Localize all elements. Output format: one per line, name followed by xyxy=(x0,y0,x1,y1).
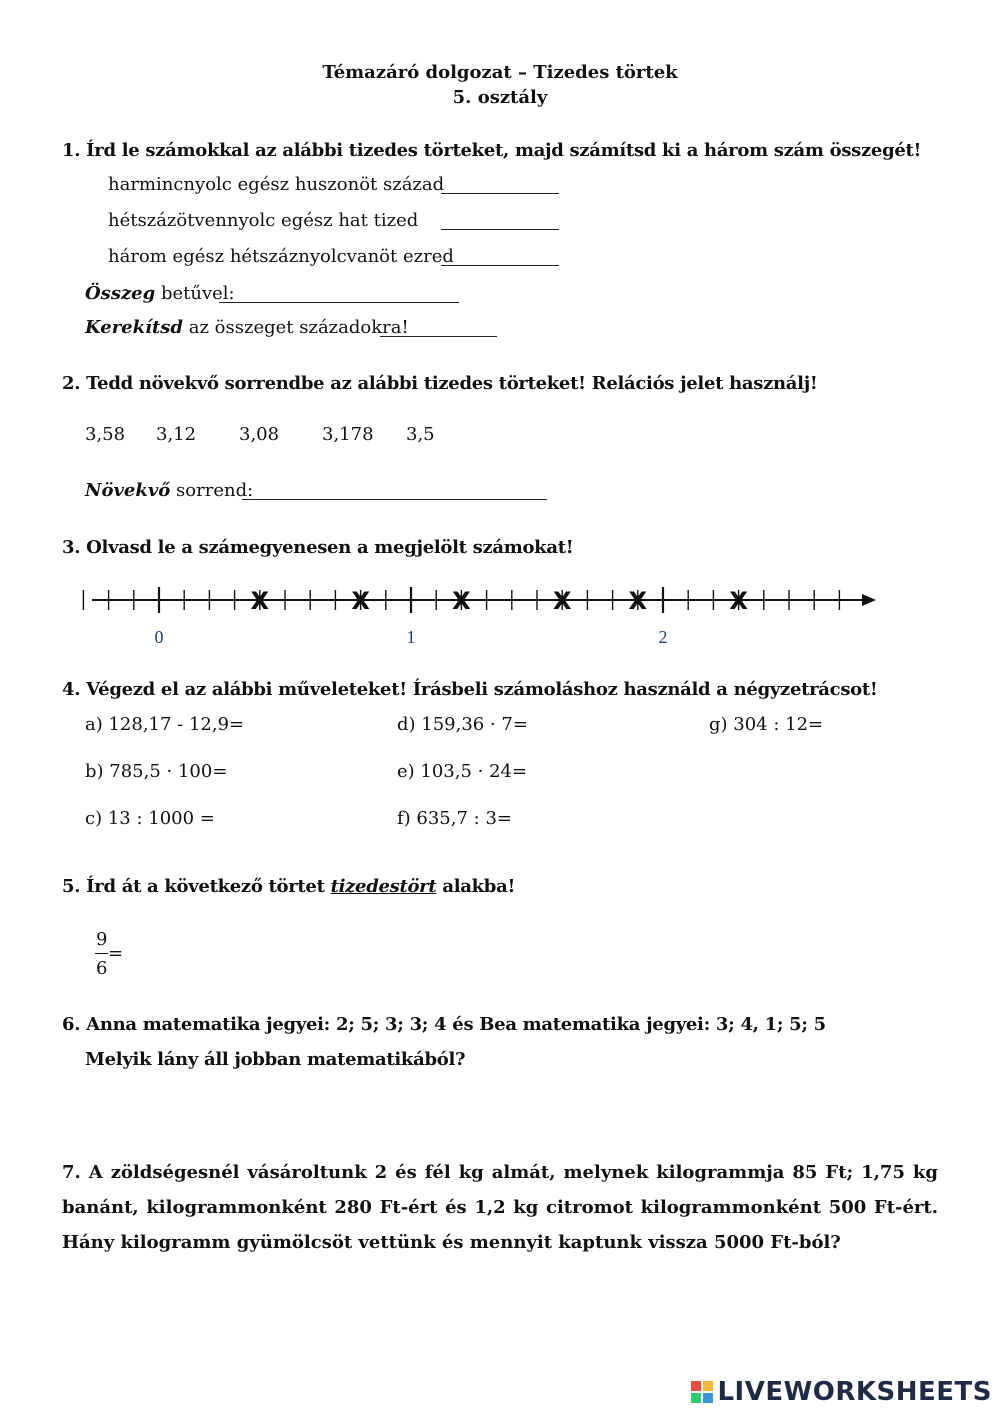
number-line-label-1: 1 xyxy=(406,627,416,647)
q6-line-1: 6. Anna matematika jegyei: 2; 5; 3; 3; 4 és Bea matematika jegyei: 3; 4, 1; 5; 5 xyxy=(62,1014,826,1035)
number-line-label-0: 0 xyxy=(154,627,164,647)
q4-task-f: f) 635,7 : 3= xyxy=(397,808,512,829)
q2-number-2: 3,12 xyxy=(156,424,197,445)
number-line-mark: X xyxy=(628,587,648,615)
q1-answer-1[interactable] xyxy=(441,177,559,194)
logo-text: LIVEWORKSHEETS xyxy=(717,1377,992,1407)
logo-square-3 xyxy=(691,1393,701,1403)
liveworksheets-logo xyxy=(691,1377,992,1407)
q5-prompt xyxy=(62,876,515,897)
q1-answer-2[interactable] xyxy=(441,213,559,230)
q1-round-label xyxy=(85,317,409,338)
number-line-mark: X xyxy=(351,587,370,615)
q6-line-2: Melyik lány áll jobban matematikából? xyxy=(85,1049,466,1070)
q1-round-bold: Kerekítsd xyxy=(85,317,183,338)
number-line-mark: X xyxy=(552,587,572,615)
q4-task-d: d) 159,36 · 7= xyxy=(397,714,528,735)
q2-number-4: 3,178 xyxy=(322,424,374,445)
q1-prompt: 1. Írd le számokkal az alábbi tizedes törteket, majd számítsd ki a három szám összegét! xyxy=(62,140,922,161)
q2-number-3: 3,08 xyxy=(239,424,280,445)
q1-sum-label xyxy=(85,283,235,304)
q1-item-3: három egész hétszáznyolcvanöt ezred xyxy=(108,246,454,267)
logo-icon xyxy=(691,1381,713,1403)
logo-square-2 xyxy=(703,1381,713,1391)
q4-task-c: c) 13 : 1000 = xyxy=(85,808,215,829)
q4-task-b: b) 785,5 · 100= xyxy=(85,761,228,782)
q1-round-answer[interactable] xyxy=(380,320,497,337)
q4-prompt: 4. Végezd el az alábbi műveleteket! Írásbeli számoláshoz használd a négyzetrácsot! xyxy=(62,679,878,700)
logo-square-4 xyxy=(703,1393,713,1403)
q1-round-rest: az összeget századokra! xyxy=(182,317,409,338)
q5-prompt-start: 5. Írd át a következő törtet xyxy=(62,876,331,897)
q5-prompt-em: tizedestört xyxy=(330,876,437,897)
number-line xyxy=(80,578,890,658)
q4-task-g: g) 304 : 12= xyxy=(709,714,824,735)
q1-sum-bold: Összeg xyxy=(85,283,156,304)
q5-prompt-end: alakba! xyxy=(436,876,516,897)
q1-sum-rest: betűvel: xyxy=(155,283,235,304)
q2-prompt: 2. Tedd növekvő sorrendbe az alábbi tizedes törteket! Relációs jelet használj! xyxy=(62,373,818,394)
q2-order-rest: sorrend: xyxy=(170,480,254,501)
q1-item-1: harmincnyolc egész huszonöt század xyxy=(108,174,445,195)
number-line-mark: X xyxy=(452,587,471,615)
number-line-mark: X xyxy=(250,587,270,615)
q2-number-1: 3,58 xyxy=(85,424,126,445)
q4-task-e: e) 103,5 · 24= xyxy=(397,761,528,782)
q5-numerator: 9 xyxy=(96,929,108,950)
q2-order-answer[interactable] xyxy=(242,483,547,500)
q3-prompt: 3. Olvasd le a számegyenesen a megjelölt számokat! xyxy=(62,537,574,558)
q1-answer-3[interactable] xyxy=(441,249,559,266)
q2-order-label xyxy=(85,480,253,501)
q5-fraction-bar xyxy=(95,953,108,954)
q5-denominator: 6 xyxy=(96,958,108,979)
q2-number-5: 3,5 xyxy=(406,424,435,445)
q2-order-bold: Növekvő xyxy=(85,480,171,501)
q5-equals: = xyxy=(108,943,124,964)
q1-sum-answer[interactable] xyxy=(219,286,459,303)
number-line-arrow xyxy=(862,594,876,606)
q4-task-a: a) 128,17 - 12,9= xyxy=(85,714,245,735)
number-line-mark: X xyxy=(729,587,748,615)
page-title: Témazáró dolgozat – Tizedes törtek xyxy=(322,62,678,83)
q7-text: 7. A zöldségesnél vásároltunk 2 és fél kg almát, melynek kilogrammja 85 Ft; 1,75 kg banánt, kilogrammonként 280 Ft-ért és 1,2 kg citromot kilogrammonként 500 Ft-ért. Hány kilogramm gyümölcsöt vettünk és mennyit kaptunk vissza 5000 Ft-ból? xyxy=(62,1162,938,1253)
logo-square-1 xyxy=(691,1381,701,1391)
q1-item-2: hétszázötvennyolc egész hat tized xyxy=(108,210,419,231)
number-line-label-2: 2 xyxy=(658,627,668,647)
page-subtitle: 5. osztály xyxy=(452,87,548,108)
